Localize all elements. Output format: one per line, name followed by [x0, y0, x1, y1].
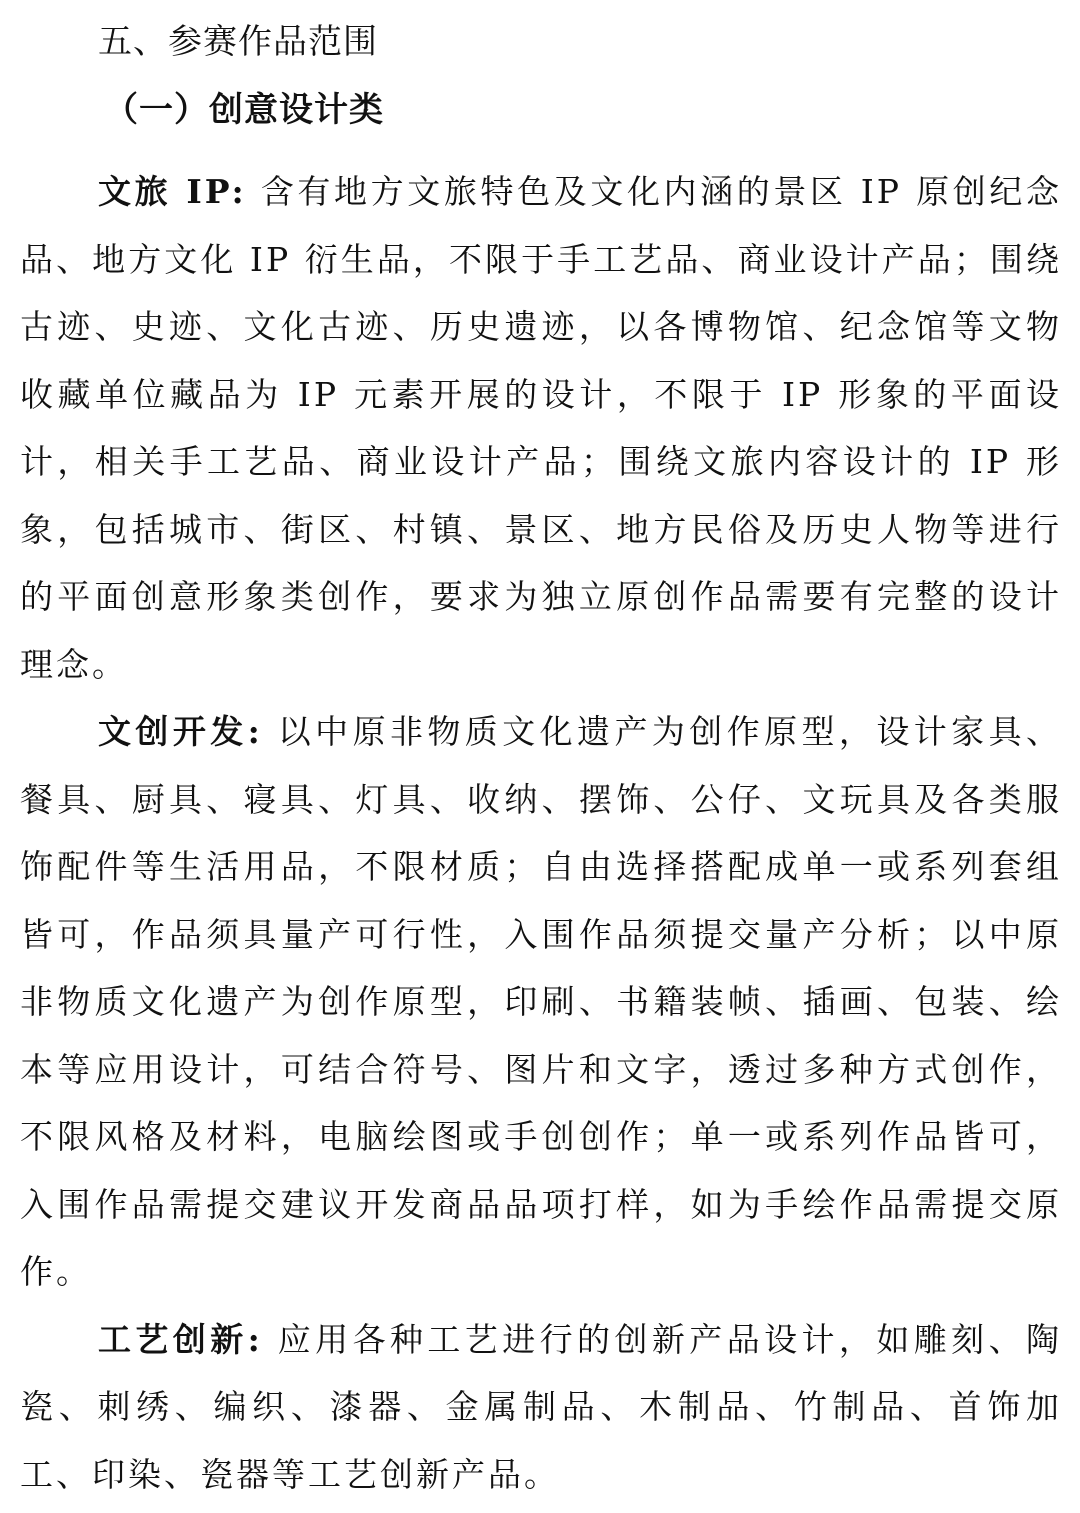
subsection-title: （一）创意设计类	[104, 90, 384, 130]
paragraph-body: 以中原非物质文化遗产为创作原型，设计家具、餐具、厨具、寝具、灯具、收纳、摆饰、公仔、文玩具及各类服饰配件等生活用品，不限材质；自由选择搭配成单一或系列套组皆可，作品须具量产可行性，入围作品须提交量产分析；以中原非物质文化遗产为创作原型，印刷、书籍装帧、插画、包装、绘本等应用设计，可结合符号、图片和文字，透过多种方式创作，不限风格及材料，电脑绘图或手创创作；单一或系列作品皆可，入围作品需提交建议开发商品品项打样，如为手绘作品需提交原作。	[20, 712, 1062, 1291]
paragraph-creative-development	[20, 698, 1062, 1306]
section-title: 五、参赛作品范围	[98, 22, 378, 62]
term-colon: :	[247, 1319, 263, 1359]
term-label: 工艺创新	[98, 1319, 248, 1359]
term-colon: :	[247, 712, 263, 751]
term-label: 文创开发	[98, 712, 248, 751]
term-colon: :	[231, 172, 247, 211]
paragraph-craft-innovation	[20, 1306, 1062, 1509]
term-label: 文旅 IP	[98, 172, 232, 211]
paragraph-body: 含有地方文旅特色及文化内涵的景区 IP 原创纪念品、地方文化 IP 衍生品，不限于手工艺品、商业设计产品；围绕古迹、史迹、文化古迹、历史遗迹，以各博物馆、纪念馆等文物收藏单位藏品为 IP 元素开展的设计，不限于 IP 形象的平面设计，相关手工艺品、商业设计产品；围绕文旅内容设计的 IP 形象，包括城市、街区、村镇、景区、地方民俗及历史人物等进行的平面创意形象类创作，要求为独立原创作品需要有完整的设计理念。	[20, 172, 1062, 684]
paragraph-cultural-tourism-ip	[20, 158, 1062, 698]
paragraph-body: 应用各种工艺进行的创新产品设计，如雕刻、陶瓷、刺绣、编织、漆器、金属制品、木制品、竹制品、首饰加工、印染、瓷器等工艺创新产品。	[20, 1319, 1062, 1494]
